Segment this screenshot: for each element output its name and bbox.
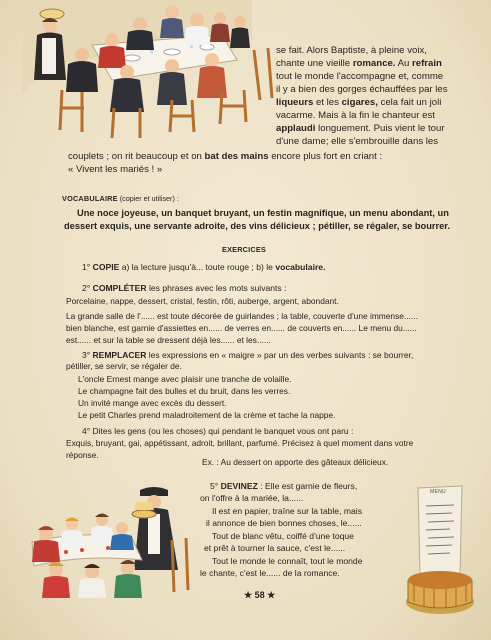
story-line	[276, 135, 438, 148]
vocabulary-heading	[62, 192, 179, 205]
story-text-run: « Vivent les mariés ! »	[68, 164, 163, 175]
exercise-2-sentence: La grande salle de l'...... est toute décorée de guirlandes ; la table, couverte d'une immense......	[66, 311, 418, 321]
story-line	[276, 83, 448, 96]
exercise-4-example: Ex. : Au dessert on apporte des gâteaux délicieux.	[202, 457, 389, 467]
exercise-4-line-1: Exquis, bruyant, gai, appétissant, adroit, brillant, parfumé. Précisez à quel moment dans votre	[66, 438, 414, 448]
story-line	[276, 122, 445, 135]
exercise-2-number: 2°	[82, 283, 91, 293]
story-text-run: cela fait un joli	[377, 97, 442, 108]
story-text-run: vacarme. Mais à la fin le chanteur est	[276, 110, 435, 121]
exercise-5-line: on l'offre à la mariée, la......	[200, 493, 304, 503]
exercise-5-line: Tout de blanc vêtu, coiffé d'une toque	[212, 531, 354, 541]
exercise-2-words: Porcelaine, nappe, dessert, cristal, festin, rôti, auberge, argent, abondant.	[66, 296, 339, 306]
vocabulary-line-1: Une noce joyeuse, un banquet bruyant, un festin magnifique, un menu abondant, un	[77, 208, 449, 218]
story-line	[68, 150, 382, 163]
exercise-5-line: il annonce de bien bonnes choses, le......	[206, 518, 362, 528]
story-bold-word: applaudi	[276, 123, 316, 134]
story-text-run: tout le monde l'accompagne et, comme	[276, 71, 444, 82]
story-line	[276, 109, 435, 122]
exercise-3-text: les expressions en « maigre » par un des verbes suivants : se bourrer,	[146, 350, 414, 360]
page-number: ★ 58 ★	[244, 590, 276, 600]
exercise-1-number: 1°	[82, 262, 91, 272]
story-text-run: Au	[395, 58, 413, 69]
exercise-5-line: et prêt à tourner la sauce, c'est le......	[204, 543, 346, 553]
menu-and-tart-illustration	[400, 484, 478, 624]
story-bold-word: liqueurs	[276, 97, 314, 108]
exercise-3-sentence: Le champagne fait des bulles et du bruit, dans les verres.	[78, 386, 291, 396]
exercise-5-line: Il est en papier, traîne sur la table, mais	[212, 506, 362, 516]
story-bold-word: cigares,	[341, 97, 378, 108]
exercise-1	[82, 261, 325, 274]
exercise-5-text: : Elle est garnie de fleurs,	[257, 481, 358, 491]
story-bold-word: bat des mains	[204, 151, 269, 162]
story-line	[276, 70, 443, 83]
story-text-run: longuement. Puis vient le tour	[315, 123, 445, 134]
banquet-illustration	[22, 0, 274, 140]
story-text-run: se fait. Alors Baptiste, à pleine voix,	[276, 45, 427, 56]
story-text-run: couplets ; on rit beaucoup et on	[68, 151, 205, 162]
vocabulary-title: VOCABULAIRE	[62, 194, 118, 203]
exercise-2-text: les phrases avec les mots suivants :	[146, 283, 287, 293]
story-bold-word: refrain	[412, 58, 442, 69]
exercise-2-sentence: bien blanche, est garnie d'assiettes en...... de verres en...... de couverts en...... Le menu du......	[66, 323, 417, 333]
exercise-2-sentence: est...... et sur la table se dressent déjà les...... et les......	[66, 335, 271, 345]
story-text-run: chante une vieille	[276, 58, 353, 69]
exercise-5-line: le chante, c'est le...... de la romance.	[200, 568, 340, 578]
exercise-1-text-bold: vocabulaire.	[275, 262, 326, 272]
story-text-run: encore plus fort en criant :	[268, 151, 383, 162]
exercise-4-number: 4°	[82, 426, 91, 436]
exercise-4-line-2: réponse.	[66, 450, 99, 460]
exercise-2-label: COMPLÉTER	[92, 283, 147, 293]
exercises-title: EXERCICES	[222, 245, 266, 254]
exercise-3-verbs: pétiller, se servir, se régaler de.	[66, 361, 182, 371]
exercise-3-sentence: L'oncle Ernest mange avec plaisir une tranche de volaille.	[78, 374, 292, 384]
exercise-4	[82, 425, 353, 438]
story-line	[276, 96, 441, 109]
vocabulary-subtitle: (copier et utiliser) :	[117, 194, 179, 203]
exercise-1-text: a) la lecture jusqu'à... toute rouge ; b) le	[119, 262, 276, 272]
exercise-3-sentence: Un invité mange avec excès du dessert.	[78, 398, 227, 408]
story-bold-word: romance.	[352, 58, 396, 69]
exercise-3-label: REMPLACER	[92, 350, 147, 360]
story-text-run: et les	[313, 97, 342, 108]
story-text-run: d'une dame; elle s'embrouille dans les	[276, 136, 439, 147]
story-line	[68, 163, 162, 176]
exercise-5-label: DEVINEZ	[220, 481, 258, 491]
exercise-4-text: Dites les gens (ou les choses) qui pendant le banquet vous ont paru :	[92, 426, 354, 436]
vocabulary-line-2: dessert exquis, une servante adroite, des vins délicieux ; pétiller, se régaler, se bourrer.	[64, 221, 450, 231]
exercise-5-number: 5°	[210, 481, 221, 491]
menu-card-title: MENU	[430, 489, 446, 495]
story-text-run: il y a bien des gorges échauffées par les	[276, 84, 448, 95]
exercise-1-label: COPIE	[92, 262, 120, 272]
children-table-illustration	[22, 480, 200, 598]
exercise-3-sentence: Le petit Charles prend maladroitement de la crème et tache la nappe.	[78, 410, 336, 420]
exercise-3-number: 3°	[82, 350, 91, 360]
exercise-5-line: Tout le monde le connaît, tout le monde	[212, 556, 363, 566]
story-line	[276, 57, 442, 70]
exercise-2	[82, 282, 287, 295]
story-line	[276, 44, 427, 57]
